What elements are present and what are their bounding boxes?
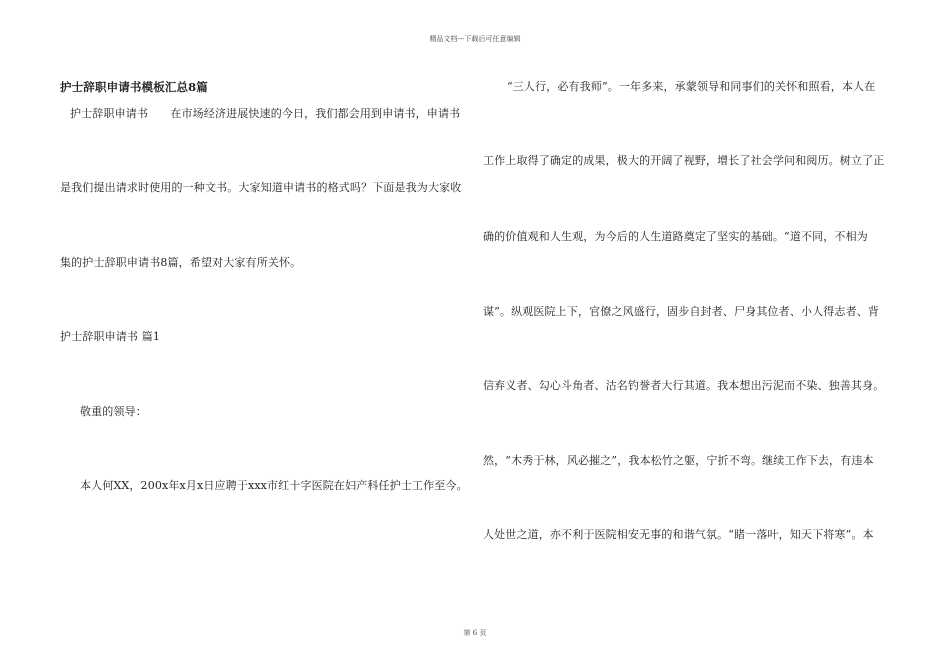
right-paragraph-line: 人处世之道，亦不利于医院相安无事的和谐气氛。“睹一落叶，知天下将寒”。本 xyxy=(483,528,874,541)
document-title: 护士辞职申请书模板汇总8篇 xyxy=(60,80,208,94)
right-paragraph-line: 确的价值观和人生观，为今后的人生道路奠定了坚实的基础。“道不同，不相为 xyxy=(483,230,868,243)
left-paragraph-line: 集的护士辞职申请书8篇，希望对大家有所关怀。 xyxy=(60,256,302,269)
left-paragraph-line: 护士辞职申请书 在市场经济进展快速的今日，我们都会用到申请书，申请书 xyxy=(70,107,461,120)
right-paragraph-line: 信弃义者、勾心斗角者、沽名钓誉者大行其道。我本想出污泥而不染、独善其身。 xyxy=(483,379,885,392)
right-paragraph-line: 工作上取得了确定的成果，极大的开阔了视野，增长了社会学问和阅历。树立了正 xyxy=(483,154,885,167)
section-heading: 护士辞职申请书 篇1 xyxy=(60,330,160,343)
salutation: 敬重的领导： xyxy=(80,405,147,418)
right-paragraph-line: 然，“木秀于林，风必摧之”，我本松竹之躯，宁折不弯。继续工作下去，有违本 xyxy=(483,454,874,467)
right-paragraph-line: 谋”。纵观医院上下，官僚之风盛行，固步自封者、尸身其位者、小人得志者、背 xyxy=(483,305,880,318)
left-paragraph-line: 本人何XX，200x年x月x日应聘于xxx市红十字医院在妇产科任护士工作至今。 xyxy=(80,479,468,492)
right-paragraph-line: “三人行，必有我师”。一年多来，承蒙领导和同事们的关怀和照看，本人在 xyxy=(507,80,876,93)
left-paragraph-line: 是我们提出请求时使用的一种文书。大家知道申请书的格式吗？下面是我为大家收 xyxy=(60,181,462,194)
page-number: 第 6 页 xyxy=(463,629,487,637)
header-note: 精品文档---下载后可任意编辑 xyxy=(429,35,521,43)
